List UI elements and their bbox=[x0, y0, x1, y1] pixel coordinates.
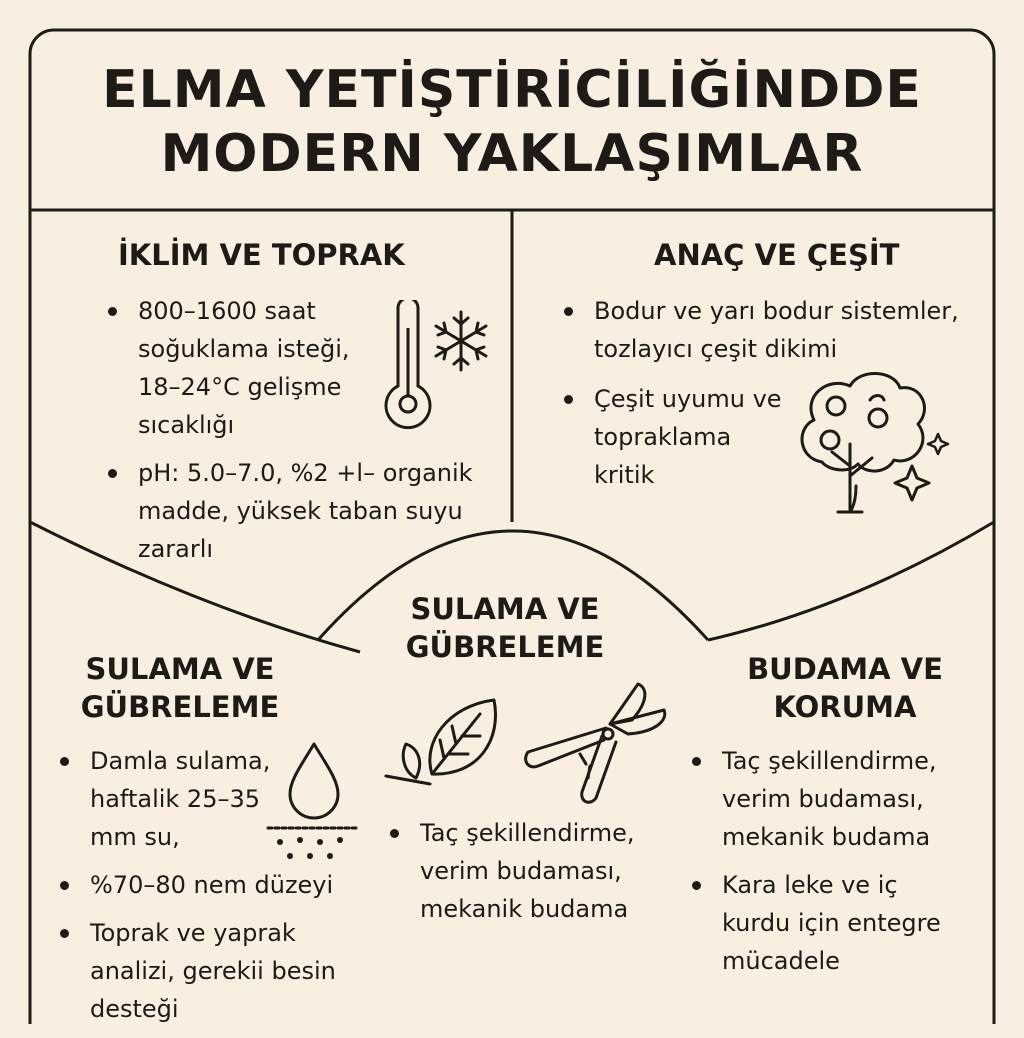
climate-heading: İKLİM VE TOPRAK bbox=[118, 238, 405, 272]
rootstock-heading: ANAÇ VE ÇEŞİT bbox=[654, 238, 900, 272]
climate-item-2: pH: 5.0–7.0, %2 +l– organik madde, yüksek taban suyu zararlı bbox=[104, 454, 494, 568]
pruning-list bbox=[688, 742, 964, 990]
title-line-1: ELMA YETİŞTİRİCİLİĞİNDDE bbox=[102, 60, 922, 120]
center-item-1: Taç şekillendirme, verim budaması, mekanik budama bbox=[386, 814, 656, 928]
irrigation-item-1: Damla sulama, haftalik 25–35 mm su, bbox=[56, 742, 276, 856]
rootstock-list-2 bbox=[560, 380, 790, 504]
irrigation-item-2: %70–80 nem düzeyi bbox=[56, 866, 376, 904]
irrigation-item-3: Toprak ve yaprak analizi, gerekii besin desteği bbox=[56, 914, 376, 1028]
leaf-icon bbox=[382, 692, 508, 788]
climate-list-2 bbox=[104, 454, 494, 578]
irrigation-list bbox=[56, 742, 276, 866]
center-heading-line-1: SULAMA VE bbox=[410, 592, 600, 626]
pruning-heading-line-2: KORUMA bbox=[773, 690, 917, 724]
pruning-item-1: Taç şekillendirme, verim budaması, mekanik budama bbox=[688, 742, 964, 856]
right-curve-divider bbox=[708, 522, 994, 640]
climate-item-1: 800–1600 saat soğuklama isteği, 18–24°C gelişme sıcaklığı bbox=[104, 292, 374, 444]
irrigation-heading-line-1: SULAMA VE bbox=[85, 652, 275, 686]
snowflake-icon bbox=[428, 308, 494, 374]
irrigation-heading bbox=[70, 650, 290, 726]
pruning-heading bbox=[740, 650, 950, 726]
climate-list bbox=[104, 292, 374, 454]
title-line-2: MODERN YAKLAŞIMLAR bbox=[160, 124, 864, 184]
irrigation-heading-line-2: GÜBRELEME bbox=[80, 690, 280, 724]
pruning-heading-line-1: BUDAMA VE bbox=[747, 652, 943, 686]
page-title bbox=[40, 58, 984, 186]
irrigation-list-2 bbox=[56, 866, 376, 1038]
water-drop-icon bbox=[262, 740, 362, 862]
pruning-item-2: Kara leke ve iç kurdu için entegre mücadele bbox=[688, 866, 964, 980]
sparkle-icon bbox=[926, 432, 950, 456]
center-list bbox=[386, 814, 656, 938]
rootstock-item-2: Çeşit uyumu ve topraklama kritik bbox=[560, 380, 790, 494]
pruning-shears-icon bbox=[520, 680, 670, 806]
center-heading bbox=[380, 590, 630, 666]
rootstock-item-1: Bodur ve yarı bodur sistemler, tozlayıcı çeşit dikimi bbox=[560, 292, 980, 368]
center-heading-line-2: GÜBRELEME bbox=[405, 630, 605, 664]
